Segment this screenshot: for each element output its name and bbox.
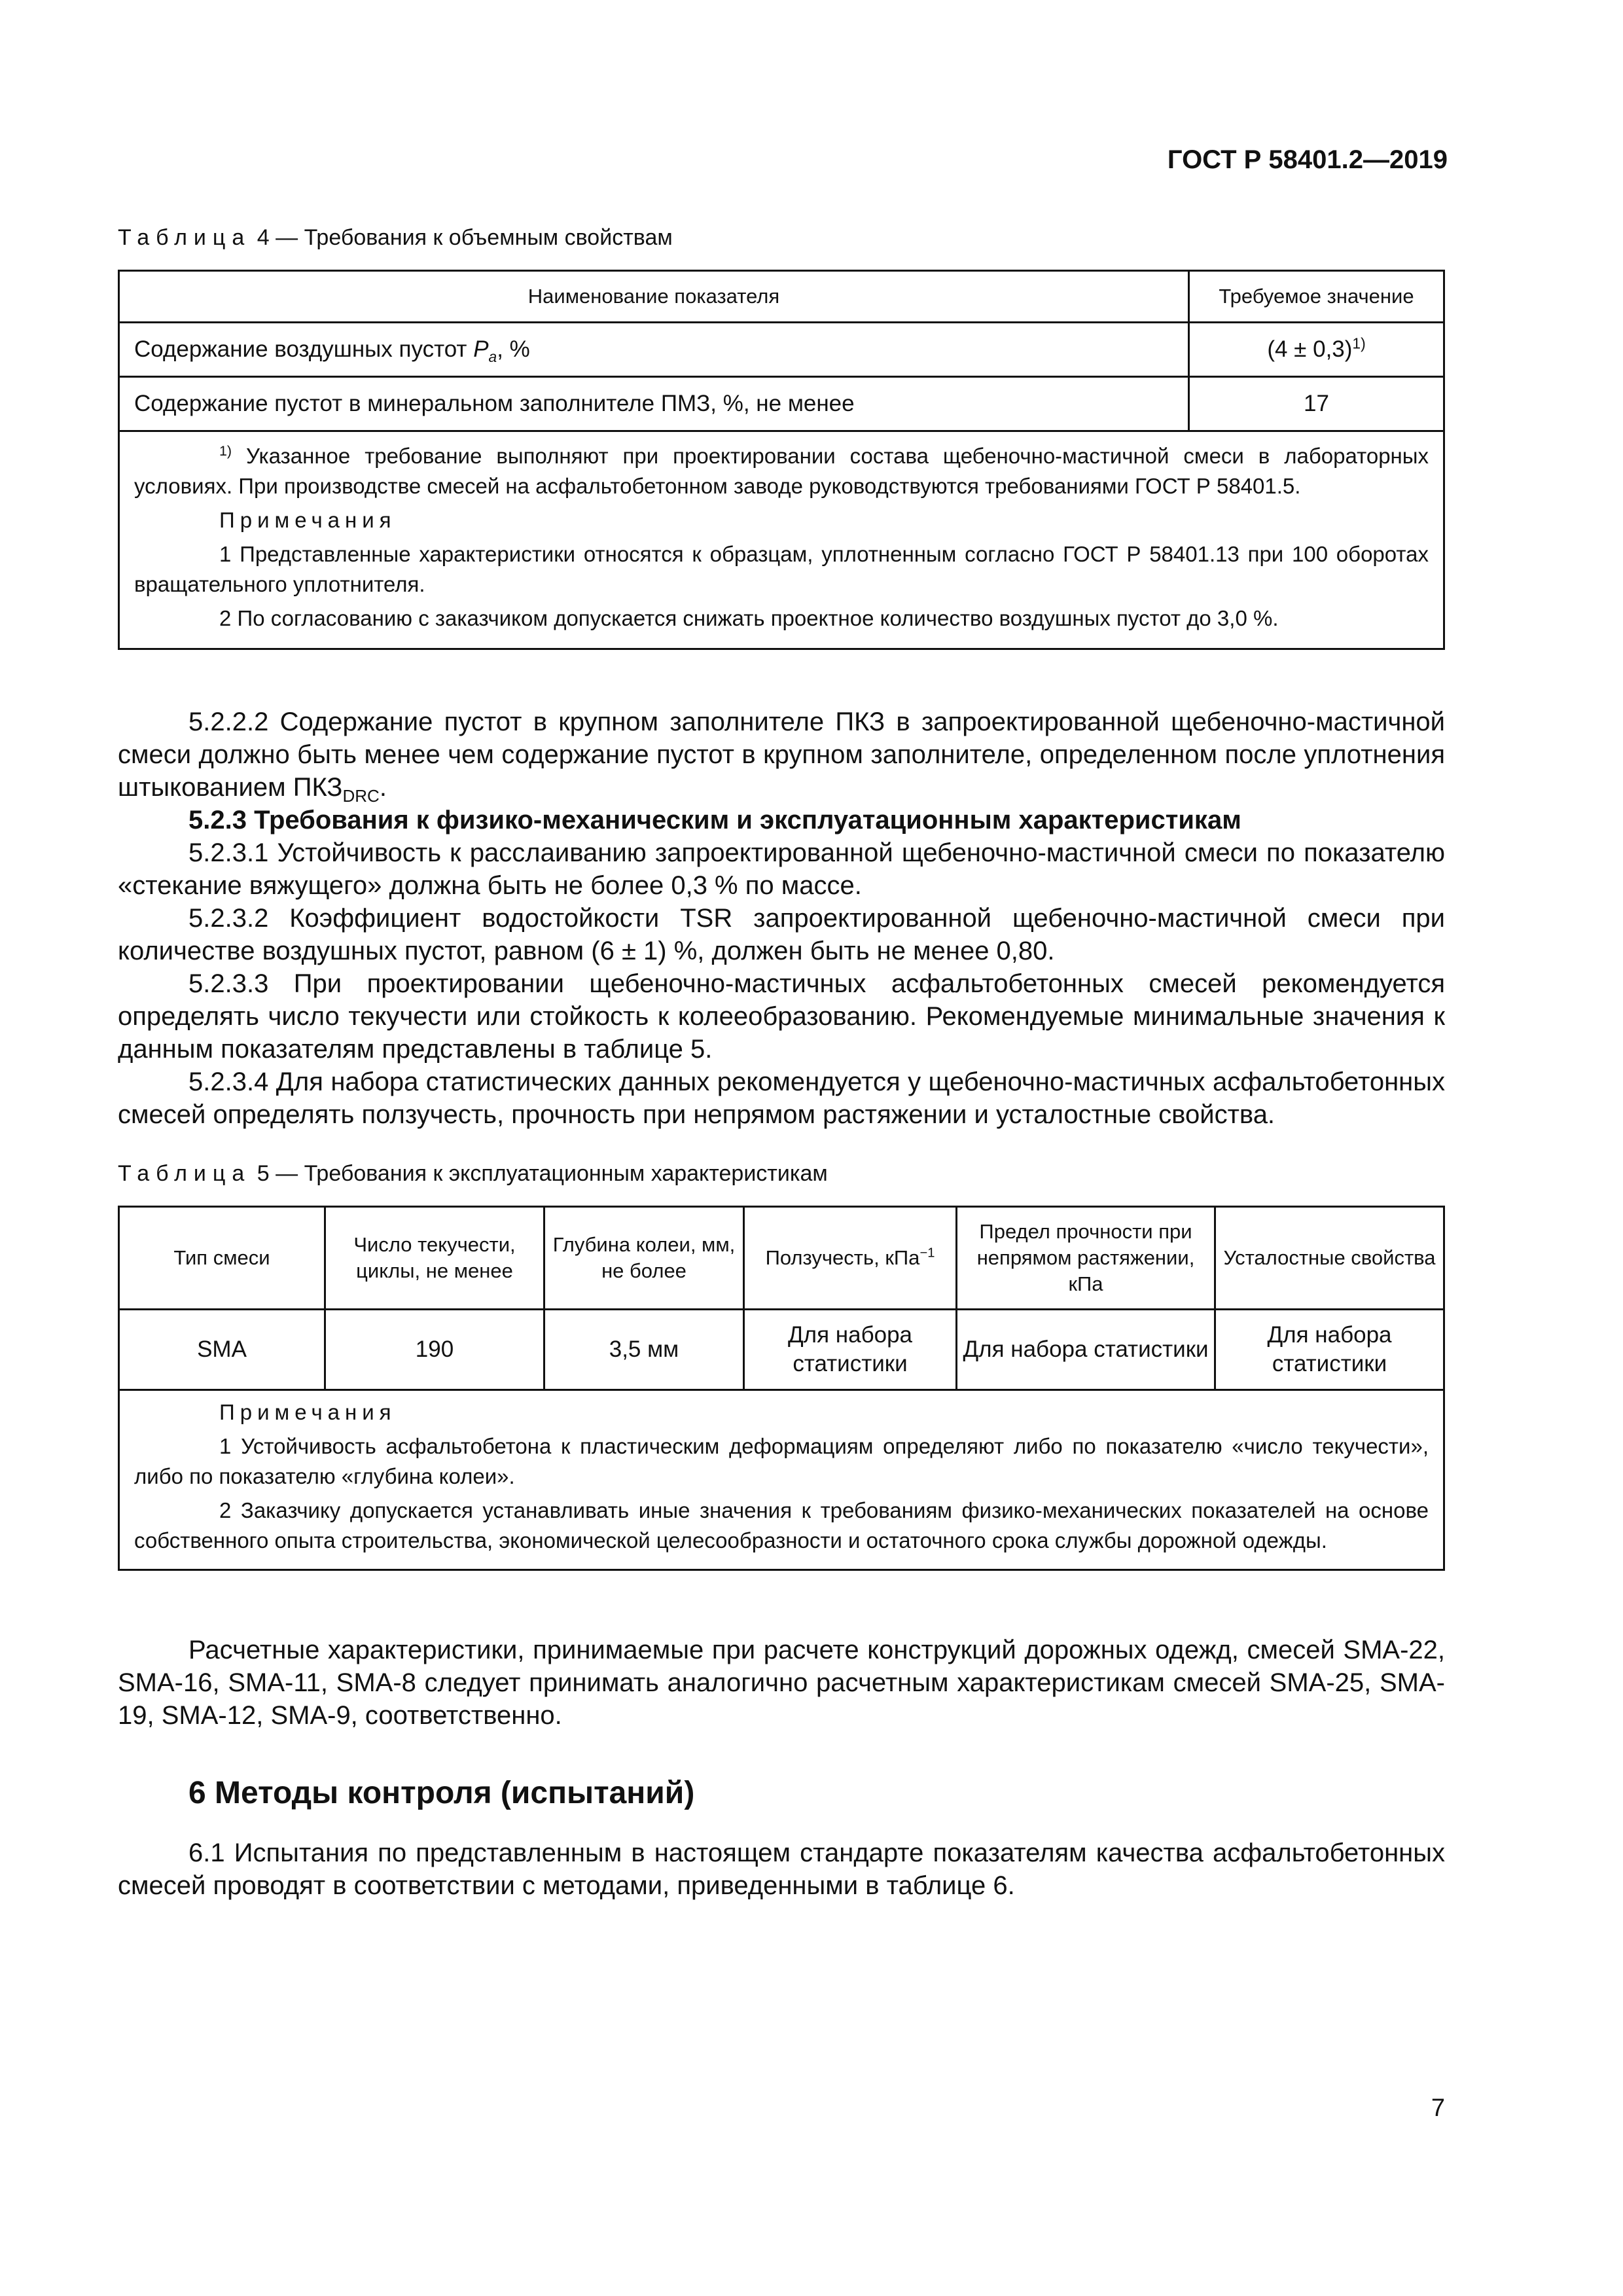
table5-header-rut: Глубина колеи, мм, не более bbox=[544, 1207, 744, 1310]
paragraph-5-2-3-3: 5.2.3.3 При проектировании щебеночно-мастичных асфальтобетонных смесей рекомендуется определять число текучести или стойкость к колееобразованию. Рекомендуемые минимальные значения к данным показателям представлены в таблице 5. bbox=[118, 969, 1445, 1064]
table5 bbox=[118, 1206, 1445, 1571]
table5-caption-prefix: Таблица bbox=[118, 1161, 251, 1186]
table4-row2-value: 17 bbox=[1189, 377, 1444, 431]
table5-caption bbox=[118, 1161, 828, 1187]
paragraph-5-2-3-4: 5.2.3.4 Для набора статистических данных рекомендуется у щебеночно-мастичных асфальтобетонных смесей определять ползучесть, прочность при непрямом растяжении и усталостные свойства. bbox=[118, 1067, 1445, 1129]
table5-cell-rut: 3,5 мм bbox=[544, 1310, 744, 1390]
table4-header-value: Требуемое значение bbox=[1189, 271, 1444, 323]
table5-header-type: Тип смеси bbox=[119, 1207, 325, 1310]
table5-notes-title: Примечания bbox=[219, 1400, 397, 1424]
table4-notes-title: Примечания bbox=[219, 508, 397, 532]
table5-note-1: 1 Устойчивость асфальтобетона к пластическим деформациям определяют либо по показателю «число текучести», либо по показателю «глубина колеи». bbox=[134, 1434, 1429, 1488]
table5-note-2: 2 Заказчику допускается устанавливать иные значения к требованиям физико-механических показателей на основе собственного опыта строительства, экономической целесообразности и остаточного срока службы дорожной одежды. bbox=[134, 1498, 1429, 1552]
body-text-block-1 bbox=[118, 706, 1445, 1131]
table5-cell-type: SMA bbox=[119, 1310, 325, 1390]
table5-header-strength: Предел прочности при непрямом растяжении, кПа bbox=[957, 1207, 1215, 1310]
table5-cell-creep: Для набора статистики bbox=[744, 1310, 957, 1390]
table5-header-flow: Число текучести, циклы, не менее bbox=[325, 1207, 544, 1310]
table5-caption-text: 5 — Требования к эксплуатационным характеристикам bbox=[257, 1161, 828, 1186]
body-text-block-3 bbox=[118, 1837, 1445, 1902]
table4-row1-value: $(4 \pm 0,3)^{1)}$ bbox=[1189, 323, 1444, 377]
table5-cell-fatigue: Для набора статистики bbox=[1215, 1310, 1444, 1390]
table4-row2-name: Содержание пустот в минеральном заполнителе ПМЗ, %, не менее bbox=[119, 377, 1189, 431]
table4-note-2: 2 По согласованию с заказчиком допускается снижать проектное количество воздушных пустот до 3,0 %. bbox=[219, 606, 1279, 630]
table4-caption-prefix: Таблица bbox=[118, 225, 251, 250]
paragraph-6-1: 6.1 Испытания по представленным в настоящем стандарте показателям качества асфальтобетонных смесей проводят в соответствии с методами, приведенными в таблице 6. bbox=[118, 1839, 1445, 1900]
table4-note-1: 1 Представленные характеристики относятся к образцам, уплотненным согласно ГОСТ Р 58401.13 при 100 оборотах вращательного уплотнителя. bbox=[134, 542, 1429, 596]
table4 bbox=[118, 270, 1445, 650]
table4-header-name: Наименование показателя bbox=[119, 271, 1189, 323]
page-number: 7 bbox=[1431, 2094, 1445, 2122]
section-6-title: 6 Методы контроля (испытаний) bbox=[188, 1776, 695, 1810]
table4-footnotes bbox=[119, 431, 1444, 649]
table5-header-fatigue: Усталостные свойства bbox=[1215, 1207, 1444, 1310]
table5-cell-strength: Для набора статистики bbox=[957, 1310, 1215, 1390]
paragraph-5-2-2-2: 5.2.2.2 Содержание пустот в крупном заполнителе ПКЗ в запроектированной щебеночно-мастичной смеси должно быть менее чем содержание пустот в крупном заполнителе, определенном после уплотнения штыкованием $ПКЗ_{DRC}$. bbox=[118, 708, 1445, 806]
body-text-block-2 bbox=[118, 1634, 1445, 1732]
heading-5-2-3: 5.2.3 Требования к физико-механическим и эксплуатационным характеристикам bbox=[188, 806, 1241, 834]
table4-caption-text: 4 — Требования к объемным свойствам bbox=[257, 225, 673, 250]
table5-cell-flow: 190 bbox=[325, 1310, 544, 1390]
paragraph-5-2-3-1: 5.2.3.1 Устойчивость к расслаиванию запроектированной щебеночно-мастичной смеси по показателю «стекание вяжущего» должна быть не более 0,3 % по массе. bbox=[118, 838, 1445, 900]
paragraph-calc: Расчетные характеристики, принимаемые при расчете конструкций дорожных одежд, смесей SMA-22, SMA-16, SMA-11, SMA-8 следует принимать аналогично расчетным характеристикам смесей SMA-25, SMA-19, SMA-12, SMA-9, соответственно. bbox=[118, 1636, 1445, 1730]
table4-row1-name: Содержание воздушных пустот $P_a$, % bbox=[119, 323, 1189, 377]
table-row bbox=[119, 1310, 1444, 1390]
table5-header-creep: Ползучесть, кПа$^{-1}$ bbox=[744, 1207, 957, 1310]
table4-footnote: $^{1)}$ Указанное требование выполняют при проектировании состава щебеночно-мастичной смеси в лабораторных условиях. При производстве смесей на асфальтобетонном заводе руководствуются требованиями ГОСТ Р 58401.5. bbox=[134, 443, 1429, 498]
table4-caption bbox=[118, 225, 673, 251]
table5-notes bbox=[119, 1390, 1444, 1570]
paragraph-5-2-3-2: 5.2.3.2 Коэффициент водостойкости TSR запроектированной щебеночно-мастичной смеси при количестве воздушных пустот, равном (6 ± 1) %, должен быть не менее 0,80. bbox=[118, 904, 1445, 965]
table-row bbox=[119, 377, 1444, 431]
document-header: ГОСТ Р 58401.2—2019 bbox=[1167, 145, 1448, 174]
table-row bbox=[119, 323, 1444, 377]
